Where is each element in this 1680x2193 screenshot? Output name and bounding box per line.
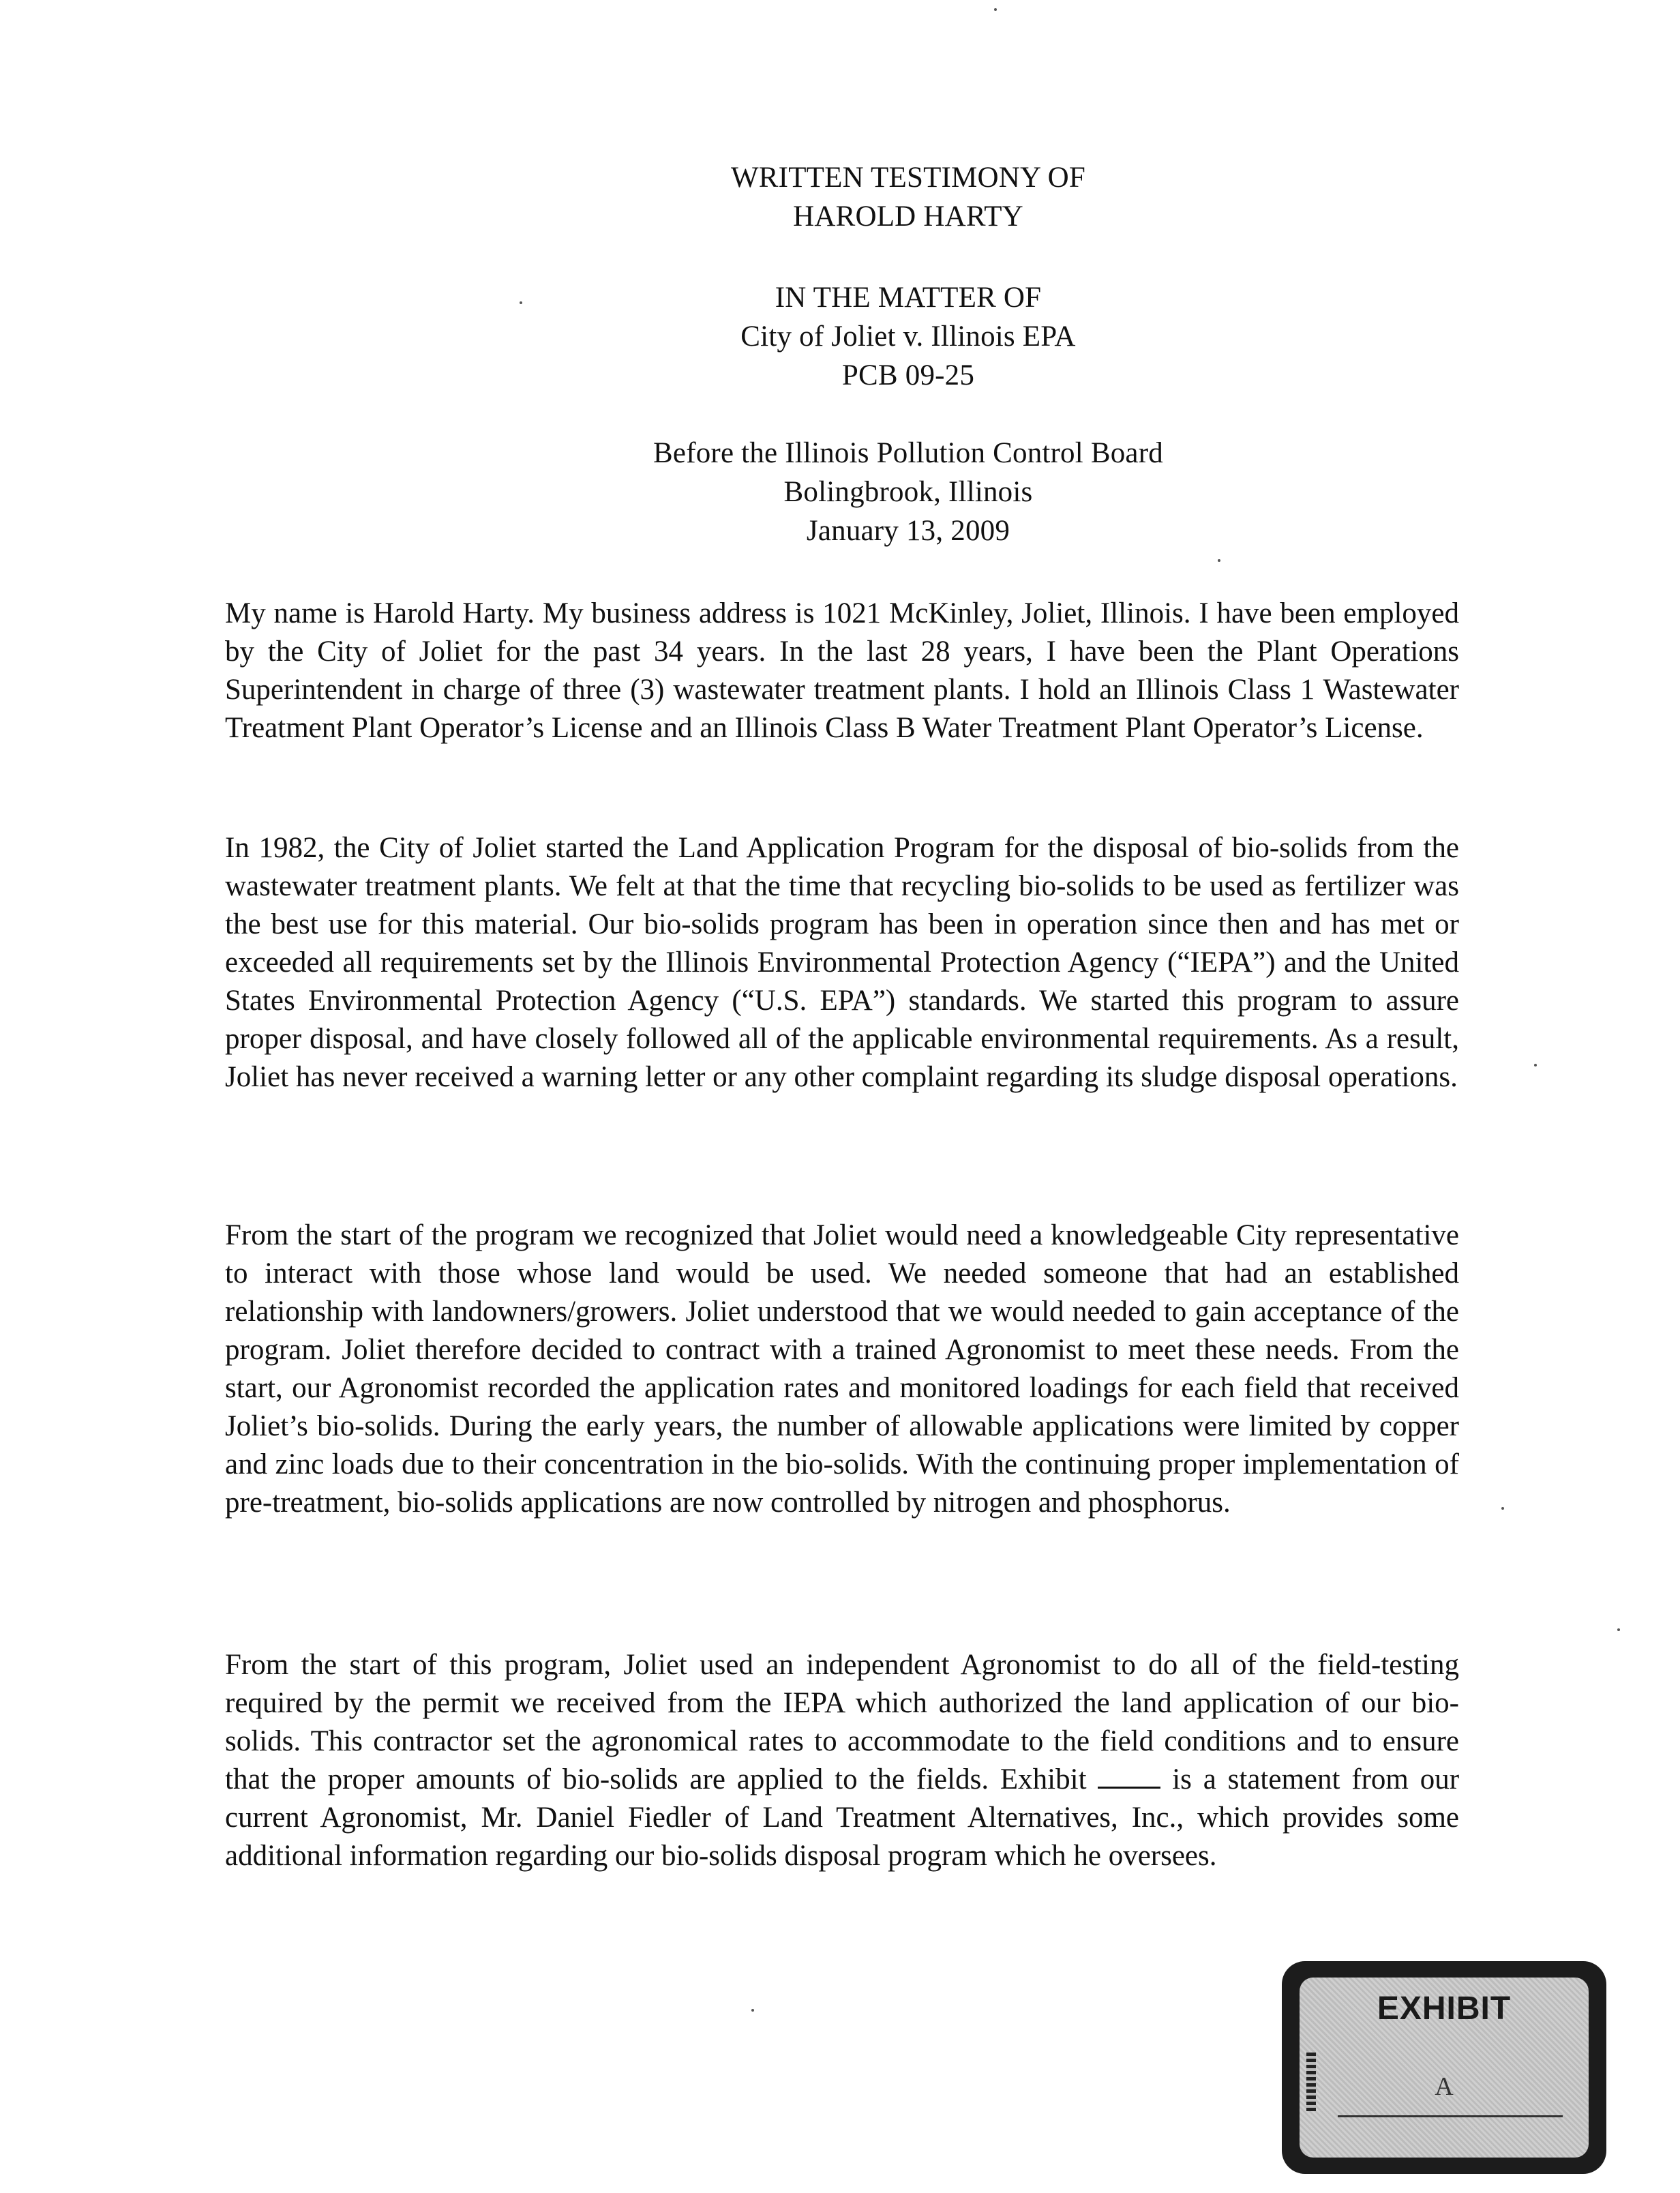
venue-location: Bolingbrook, Illinois — [783, 476, 1033, 508]
scan-speck — [1617, 1628, 1620, 1631]
exhibit-blank — [1098, 1782, 1160, 1789]
exhibit-mark: A — [1435, 2072, 1454, 2101]
scan-speck — [1501, 1507, 1504, 1510]
case-caption — [0, 278, 1680, 395]
exhibit-signature-line — [1338, 2115, 1563, 2117]
document-title — [0, 158, 1680, 236]
venue-board: Before the Illinois Pollution Control Board — [653, 437, 1163, 469]
venue-date: January 13, 2009 — [806, 515, 1010, 547]
exhibit-sticker-face — [1300, 1978, 1589, 2158]
paragraph-introduction: My name is Harold Harty. My business address is 1021 McKinley, Joliet, Illinois. I have been employed by the City of Joliet for the past 34 years. In the last 28 years, I have been the Plant Operations Superintendent in charge of three (3) wastewater treatment plants. I hold an Illinois Class 1 Wastewater Treatment Plant Operator’s License and an Illinois Class B Water Treatment Plant Operator’s License. — [225, 597, 1459, 744]
scan-speck — [520, 301, 522, 304]
case-name: City of Joliet v. Illinois EPA — [740, 320, 1076, 353]
scan-speck — [1534, 1064, 1537, 1066]
matter-heading: IN THE MATTER OF — [775, 282, 1042, 314]
paragraph-field-testing — [225, 1646, 1459, 1875]
venue-block — [0, 434, 1680, 550]
paragraph-field-testing-part1: From the start of this program, Joliet used an independent Agronomist to do all of the field-testing required by the permit we received from the IEPA which authorized the land application of our bio-solids. This contractor set the agronomical rates to accommodate to the field conditions and to ensure that the proper amounts of bio-solids are applied to the fields. Exhibit — [225, 1649, 1459, 1795]
exhibit-label: EXHIBIT — [1377, 1990, 1512, 2027]
scan-speck — [994, 8, 997, 11]
title-line: WRITTEN TESTIMONY OF — [731, 162, 1085, 194]
paragraph-agronomist-role: From the start of the program we recognized that Joliet would need a knowledgeable City representative to interact with those whose land would be used. We needed someone that had an established relationship with landowners/growers. Joliet understood that we would needed to gain acceptance of the program. Joliet therefore decided to contract with a trained Agronomist to meet these needs. From the start, our Agronomist recorded the application rates and monitored loadings for each field that received Joliet’s bio-solids. During the early years, the number of allowable applications were limited by copper and zinc loads due to their concentration in the bio-solids. With the continuing proper implementation of pre-treatment, bio-solids applications are now controlled by nitrogen and phosphorus. — [225, 1219, 1459, 1519]
case-number: PCB 09-25 — [841, 359, 975, 391]
scan-speck — [1218, 559, 1220, 562]
paragraph-field-testing-part2: is a statement from our current Agronomist, Mr. Daniel Fiedler of Land Treatment Alternatives, Inc., which provides some additional information regarding our bio-solids disposal program which he oversees. — [225, 1763, 1460, 1872]
exhibit-sticker — [1282, 1961, 1606, 2174]
witness-name: HAROLD HARTY — [793, 200, 1023, 233]
scan-speck — [751, 2009, 754, 2012]
paragraph-program-history: In 1982, the City of Joliet started the Land Application Program for the disposal of bio-solids from the wastewater treatment plants. We felt at that the time that recycling bio-solids to be used as fertilizer was the best use for this material. Our bio-solids program has been in operation since then and has met or exceeded all requirements set by the Illinois Environmental Protection Agency (“IEPA”) and the United States Environmental Protection Agency (“U.S. EPA”) standards. We started this program to assure proper disposal, and have closely followed all of the applicable environmental requirements. As a result, Joliet has never received a warning letter or any other complaint regarding its sludge disposal operations. — [225, 832, 1459, 1093]
